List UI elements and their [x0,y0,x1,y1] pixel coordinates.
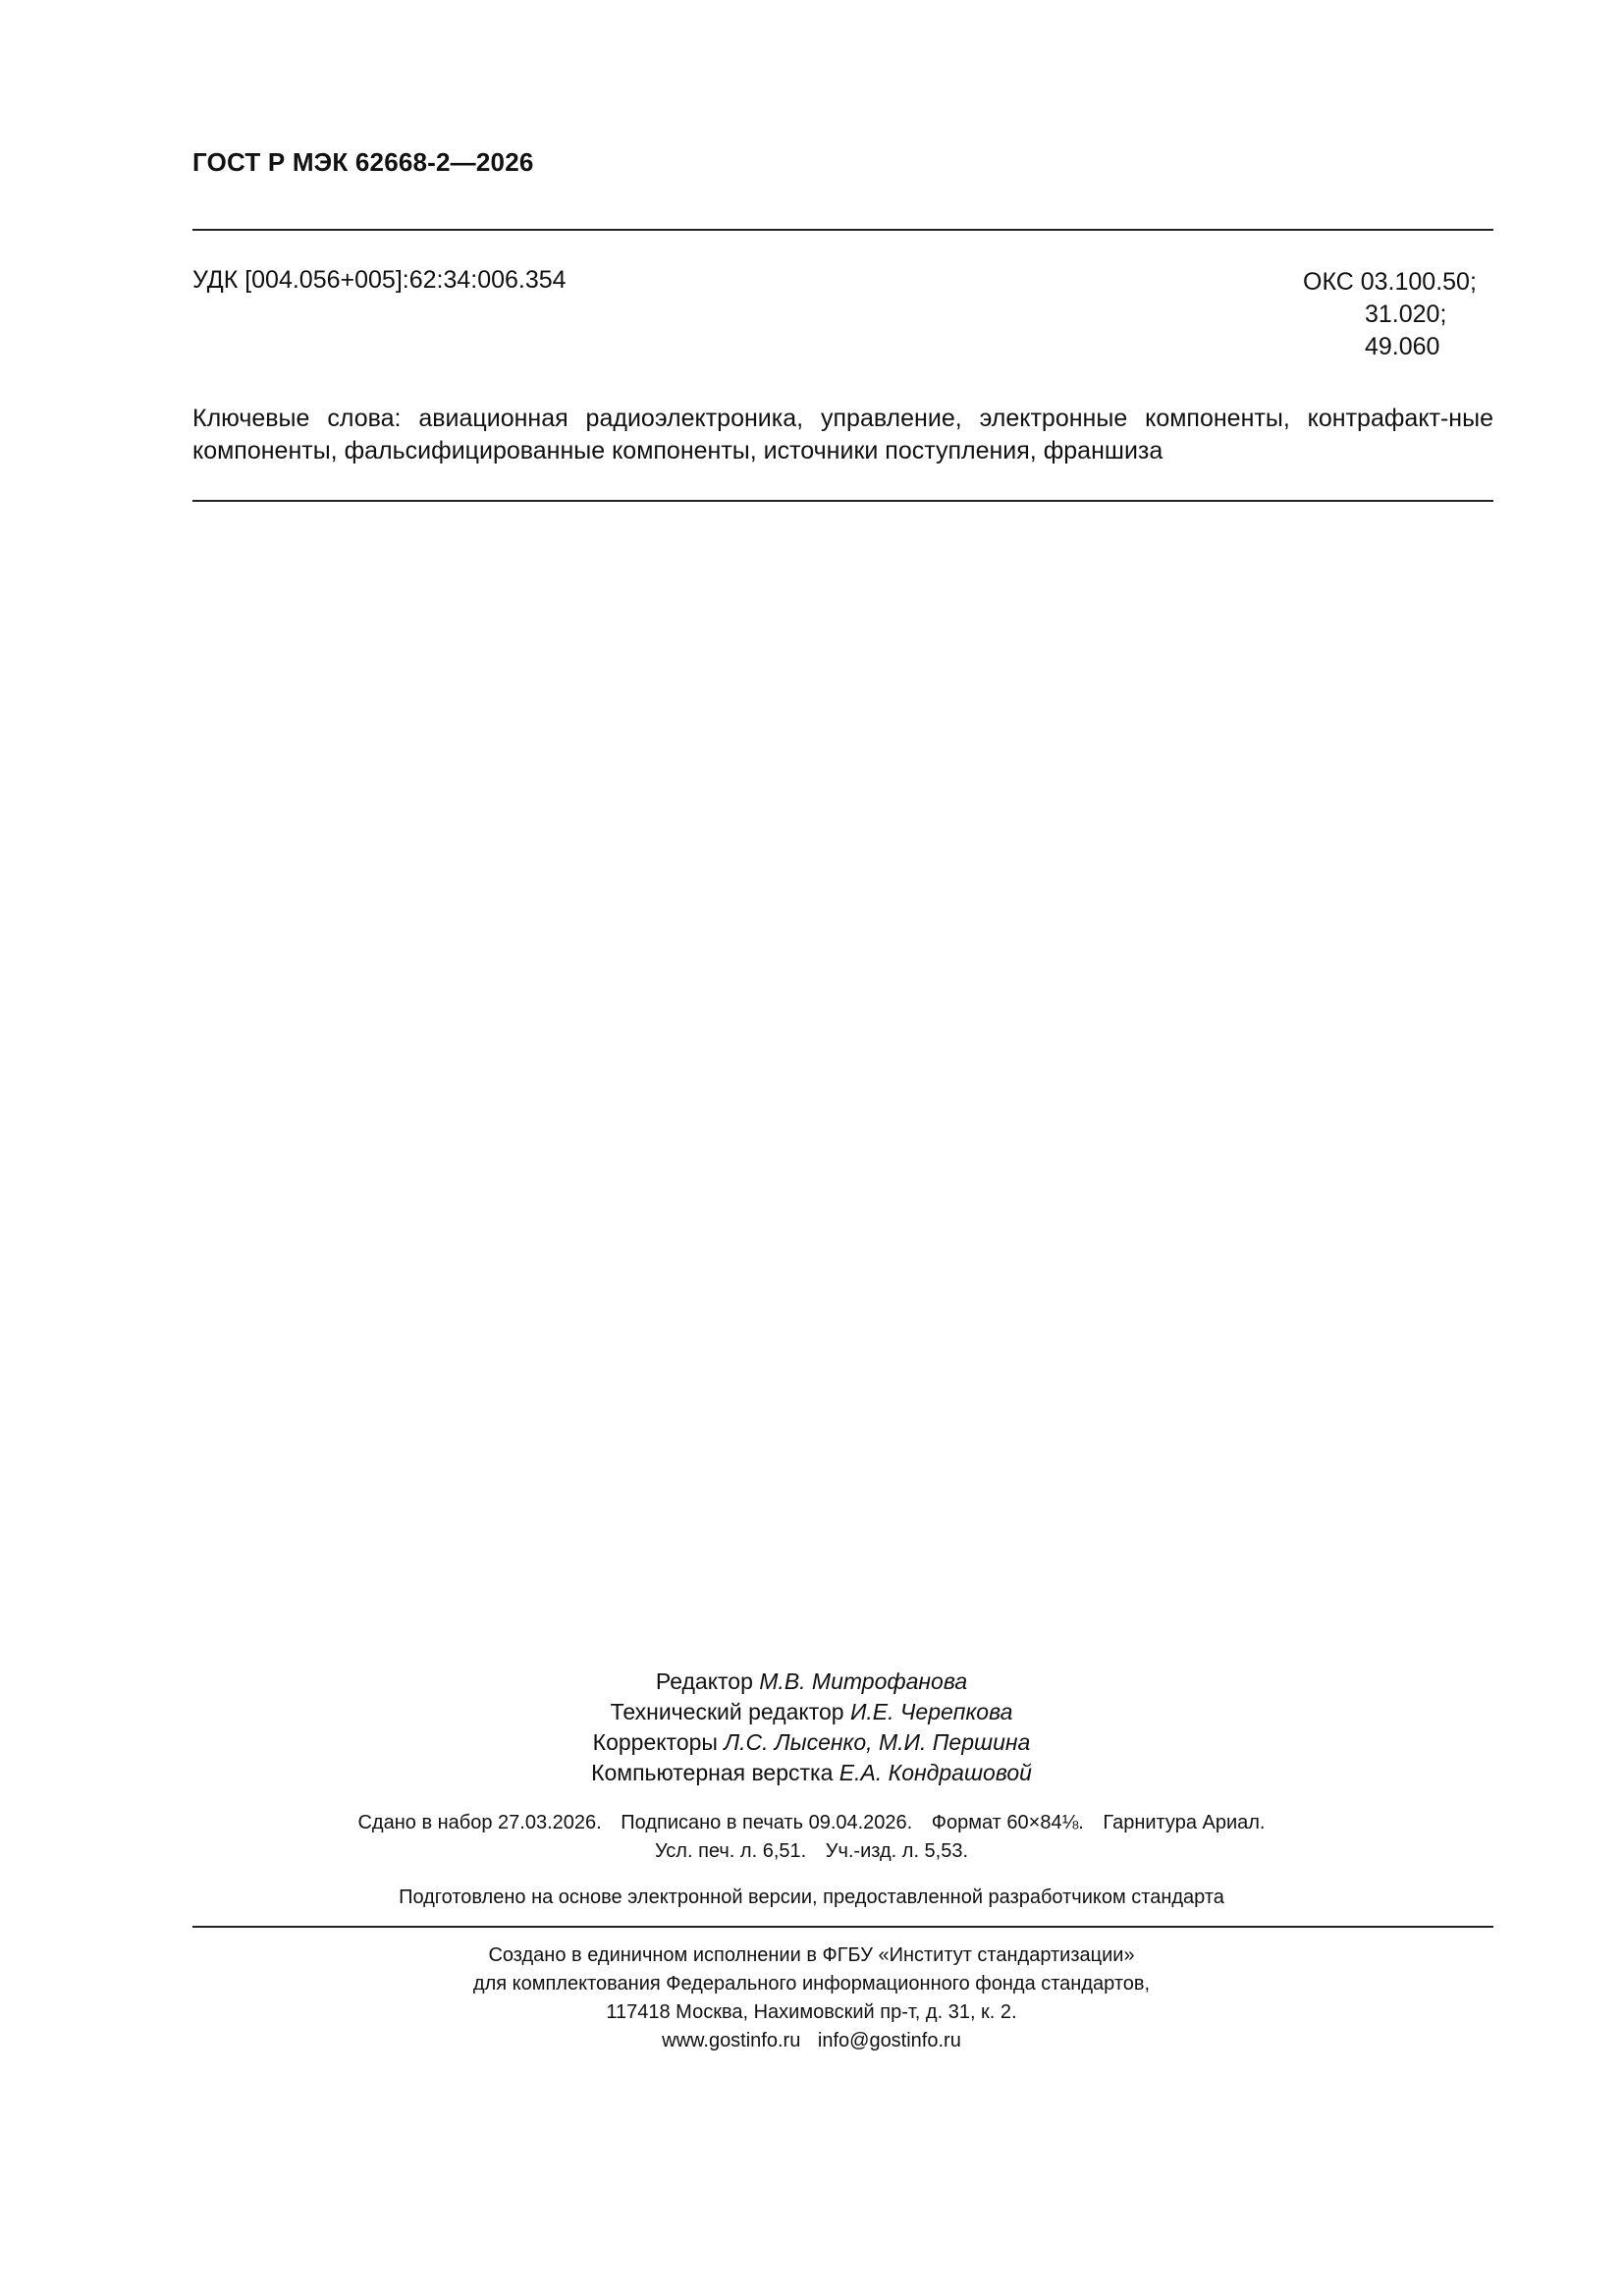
document-code: ГОСТ Р МЭК 62668-2—2026 [192,147,534,177]
signed-date: Подписано в печать 09.04.2026. [621,1812,913,1833]
prepared-note: Подготовлено на основе электронной версии, предоставленной разработчиком стандарта [399,1886,1224,1908]
credit-name: Е.А. Кондрашовой [839,1760,1032,1785]
paper-format: Формат 60×84⅛. [931,1812,1084,1833]
print-info-line-1 [0,1809,1623,1837]
publisher-line: Создано в единичном исполнении в ФГБУ «Институт стандартизации» [488,1944,1135,1966]
credit-layout [0,1758,1623,1788]
credit-tech-editor [0,1697,1623,1727]
credit-editor [0,1667,1623,1697]
print-info-line-2 [0,1837,1623,1866]
publisher-block [0,1941,1623,2055]
credit-role: Компьютерная верстка [591,1760,834,1785]
print-sheets: Усл. печ. л. 6,51. [654,1840,807,1862]
submitted-date: Сдано в набор 27.03.2026. [357,1812,602,1833]
credit-proofreaders [0,1727,1623,1758]
email-link[interactable]: info@gostinfo.ru [817,2030,961,2051]
credit-role: Технический редактор [610,1699,844,1724]
udk-code: УДК [004.056+005]:62:34:006.354 [192,266,567,294]
oks-code: ОКС 03.100.50; [1303,268,1477,296]
publisher-line: для комплектования Федерального информационного фонда стандартов, [472,1973,1151,1995]
website-link[interactable]: www.gostinfo.ru [662,2030,801,2051]
credit-name: И.Е. Черепкова [849,1699,1013,1724]
keywords-paragraph: Ключевые слова: авиационная радиоэлектроника, управление, электронные компоненты, контрафакт-ные компоненты, фальсифицированные компоненты, источники поступления, франшиза [192,405,1493,465]
publisher-address: 117418 Москва, Нахимовский пр-т, д. 31, к. 2. [606,2001,1017,2023]
oks-code: 49.060 [1365,333,1440,360]
publisher-contacts [0,2027,1623,2055]
top-divider [192,229,1493,231]
print-info [0,1809,1623,1866]
typeface: Гарнитура Ариал. [1103,1812,1266,1833]
publisher-divider [192,1926,1493,1928]
credit-role: Редактор [655,1668,753,1694]
oks-codes [1303,266,1477,363]
publisher-sheets: Уч.-изд. л. 5,53. [825,1840,969,1862]
credits-block [0,1667,1623,1788]
credit-name: Л.С. Лысенко, М.И. Першина [724,1729,1031,1755]
credit-role: Корректоры [592,1729,718,1755]
keywords-divider [192,500,1493,502]
credit-name: М.В. Митрофанова [759,1668,968,1694]
oks-code: 31.020; [1365,301,1447,328]
